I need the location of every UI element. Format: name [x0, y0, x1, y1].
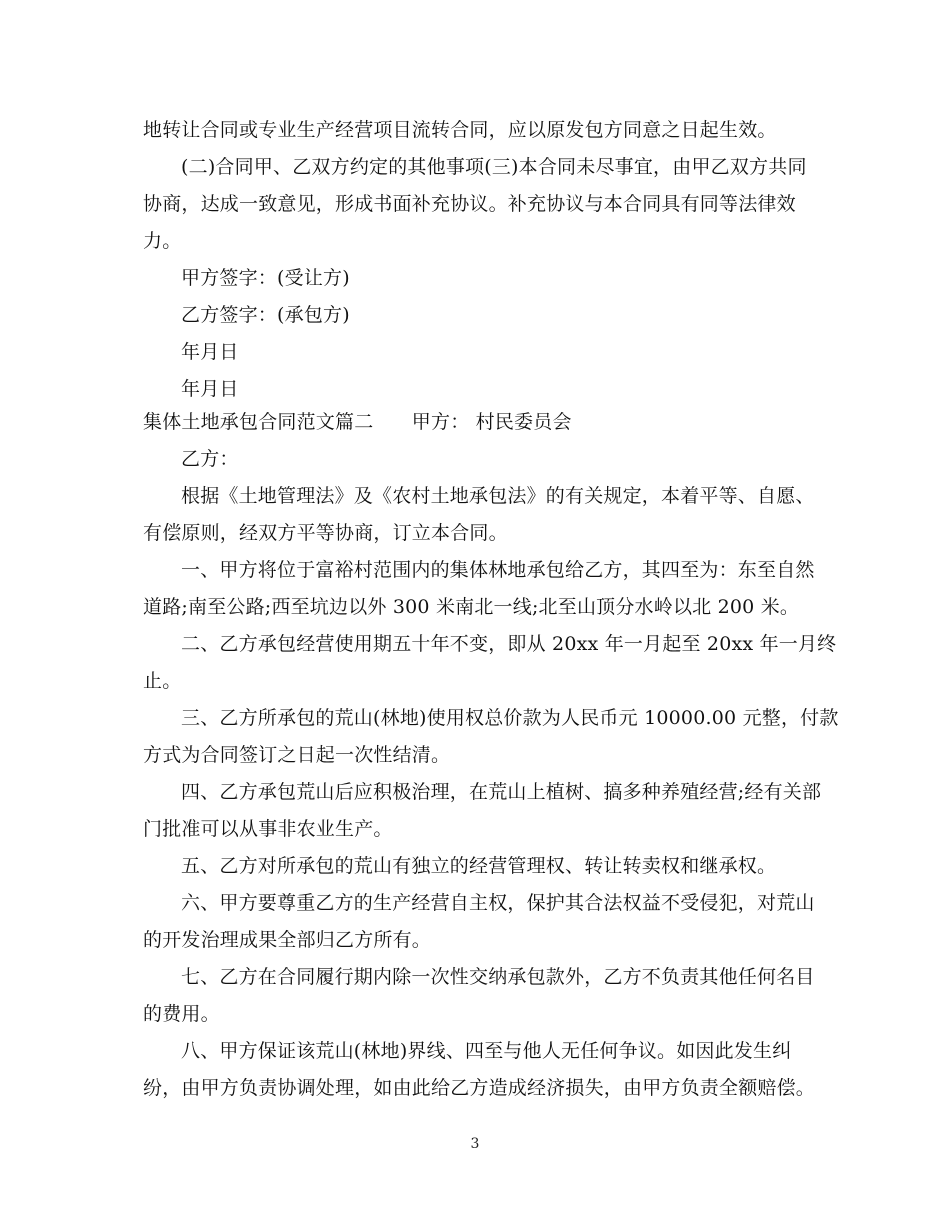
- clause-7-line-1: 七、乙方在合同履行期内除一次性交纳承包款外，乙方不负责其他任何名目: [181, 966, 815, 988]
- text-line-4: 力。: [143, 230, 182, 252]
- clause-3-line-2: 方式为合同签订之日起一次性结清。: [143, 744, 451, 766]
- clause-1-line-2: 道路;南至公路;西至坑边以外 300 米南北一线;北至山顶分水岭以北 200 米。: [143, 596, 800, 618]
- party-b-label: 乙方：: [181, 448, 239, 470]
- clause-4-line-1: 四、乙方承包荒山后应积极治理，在荒山上植树、搞多种养殖经营;经有关部: [181, 781, 822, 803]
- text-line-12: 有偿原则，经双方平等协商，订立本合同。: [143, 522, 508, 544]
- party-a-signature: 甲方签字：(受让方): [181, 267, 350, 289]
- clause-8-line-1: 八、甲方保证该荒山(林地)界线、四至与他人无任何争议。如因此发生纠: [181, 1040, 792, 1062]
- clause-6-line-1: 六、甲方要尊重乙方的生产经营自主权，保护其合法权益不受侵犯，对荒山: [181, 892, 815, 914]
- date-line-1: 年月日: [181, 341, 239, 363]
- clause-6-line-2: 的开发治理成果全部归乙方所有。: [143, 929, 432, 951]
- clause-5-line-1: 五、乙方对所承包的荒山有独立的经营管理权、转让转卖权和继承权。: [181, 855, 777, 877]
- party-b-signature: 乙方签字：(承包方): [181, 304, 350, 326]
- text-line-3: 协商，达成一致意见，形成书面补充协议。补充协议与本合同具有同等法律效: [143, 193, 796, 215]
- section-title: 集体土地承包合同范文篇二 甲方： 村民委员会: [143, 411, 572, 433]
- clause-4-line-2: 门批准可以从事非农业生产。: [143, 818, 393, 840]
- clause-3-line-1: 三、乙方所承包的荒山(林地)使用权总价款为人民币元 10000.00 元整，付款: [181, 707, 839, 729]
- text-line-2: (二)合同甲、乙双方约定的其他事项(三)本合同未尽事宜，由甲乙双方共同: [181, 156, 807, 178]
- text-line-1: 地转让合同或专业生产经营项目流转合同，应以原发包方同意之日起生效。: [143, 119, 777, 141]
- page-number: 3: [470, 1136, 480, 1152]
- clause-7-line-2: 的费用。: [143, 1003, 220, 1025]
- text-line-11: 根据《土地管理法》及《农村土地承包法》的有关规定，本着平等、自愿、: [181, 485, 815, 507]
- clause-8-line-2: 纷，由甲方负责协调处理，如由此给乙方造成经济损失，由甲方负责全额赔偿。: [143, 1077, 816, 1099]
- clause-1-line-1: 一、甲方将位于富裕村范围内的集体林地承包给乙方，其四至为：东至自然: [181, 559, 815, 581]
- clause-2-line-1: 二、乙方承包经营使用期五十年不变，即从 20xx 年一月起至 20xx 年一月终: [181, 633, 837, 655]
- clause-2-line-2: 止。: [143, 670, 182, 692]
- date-line-2: 年月日: [181, 378, 239, 400]
